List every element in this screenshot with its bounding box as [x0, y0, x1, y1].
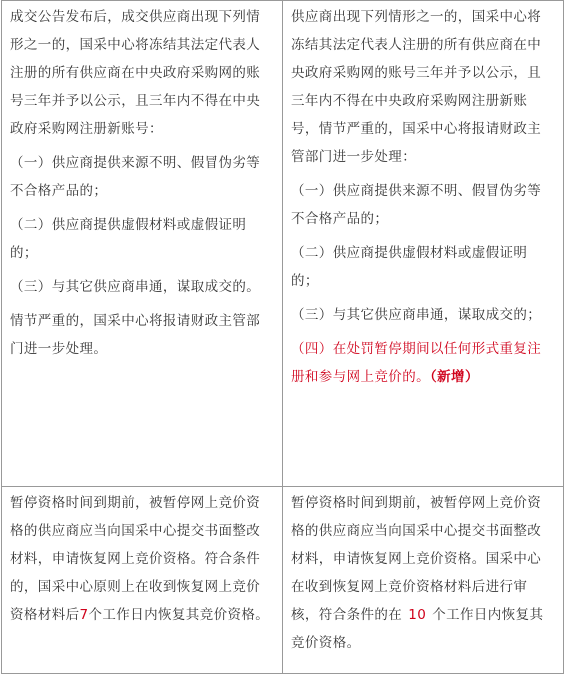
table-cell-original: [2, 1, 283, 487]
table-row: [2, 1, 564, 487]
paragraph: （二）供应商提供虚假材料或虚假证明的；: [10, 217, 247, 261]
added-paragraph: [291, 335, 555, 391]
text-segment: 暂停资格时间到期前，被暂停网上竞价资格的供应商应当向国采中心提交书面整改材料，申请恢复网上竞价资格。国采中心在收到恢复网上竞价资格材料后进行审核，符合条件的在: [291, 495, 542, 623]
paragraph: （一）供应商提供来源不明、假冒伪劣等不合格产品的；: [10, 155, 261, 199]
paragraph: [291, 489, 555, 657]
table-row: [2, 487, 564, 674]
paragraph: （三）与其它供应商串通，谋取成交的。: [10, 279, 261, 295]
days-number: 7: [79, 607, 89, 623]
added-text: （四）在处罚暂停期间以任何形式重复注册和参与网上竞价的。: [291, 341, 542, 385]
comparison-table: [1, 0, 564, 674]
text-segment: 个工作日内恢复其竞价资格。: [291, 607, 544, 651]
table-cell-revised: [283, 487, 564, 674]
text-segment: 个工作日内恢复其竞价资格。: [88, 607, 270, 623]
paragraph: （二）供应商提供虚假材料或虚假证明的；: [291, 245, 528, 289]
paragraph: 成交公告发布后，成交供应商出现下列情形之一的，国采中心将冻结其法定代表人注册的所有供应商在中央政府采购网的账号三年并予以公示，且三年内不得在中央政府采购网注册新账号：: [10, 9, 261, 137]
table-cell-original: [2, 487, 283, 674]
table-cell-revised: [283, 1, 564, 487]
paragraph: 情节严重的，国采中心将报请财政主管部门进一步处理。: [10, 313, 261, 357]
days-number: 10: [408, 607, 427, 623]
paragraph: [10, 489, 274, 629]
text-segment: 暂停资格时间到期前，被暂停网上竞价资格的供应商应当向国采中心提交书面整改材料，申请恢复网上竞价资格。符合条件的，国采中心原则上在收到恢复网上竞价资格材料后: [10, 495, 261, 623]
paragraph: （一）供应商提供来源不明、假冒伪劣等不合格产品的；: [291, 183, 542, 227]
added-tag: （新增）: [430, 369, 479, 385]
paragraph: 供应商出现下列情形之一的，国采中心将冻结其法定代表人注册的所有供应商在中央政府采购网的账号三年并予以公示，且三年内不得在中央政府采购网注册新账号，情节严重的，国采中心将报请财政主管部门进一步处理：: [291, 9, 542, 165]
paragraph: （三）与其它供应商串通，谋取成交的；: [291, 307, 542, 323]
